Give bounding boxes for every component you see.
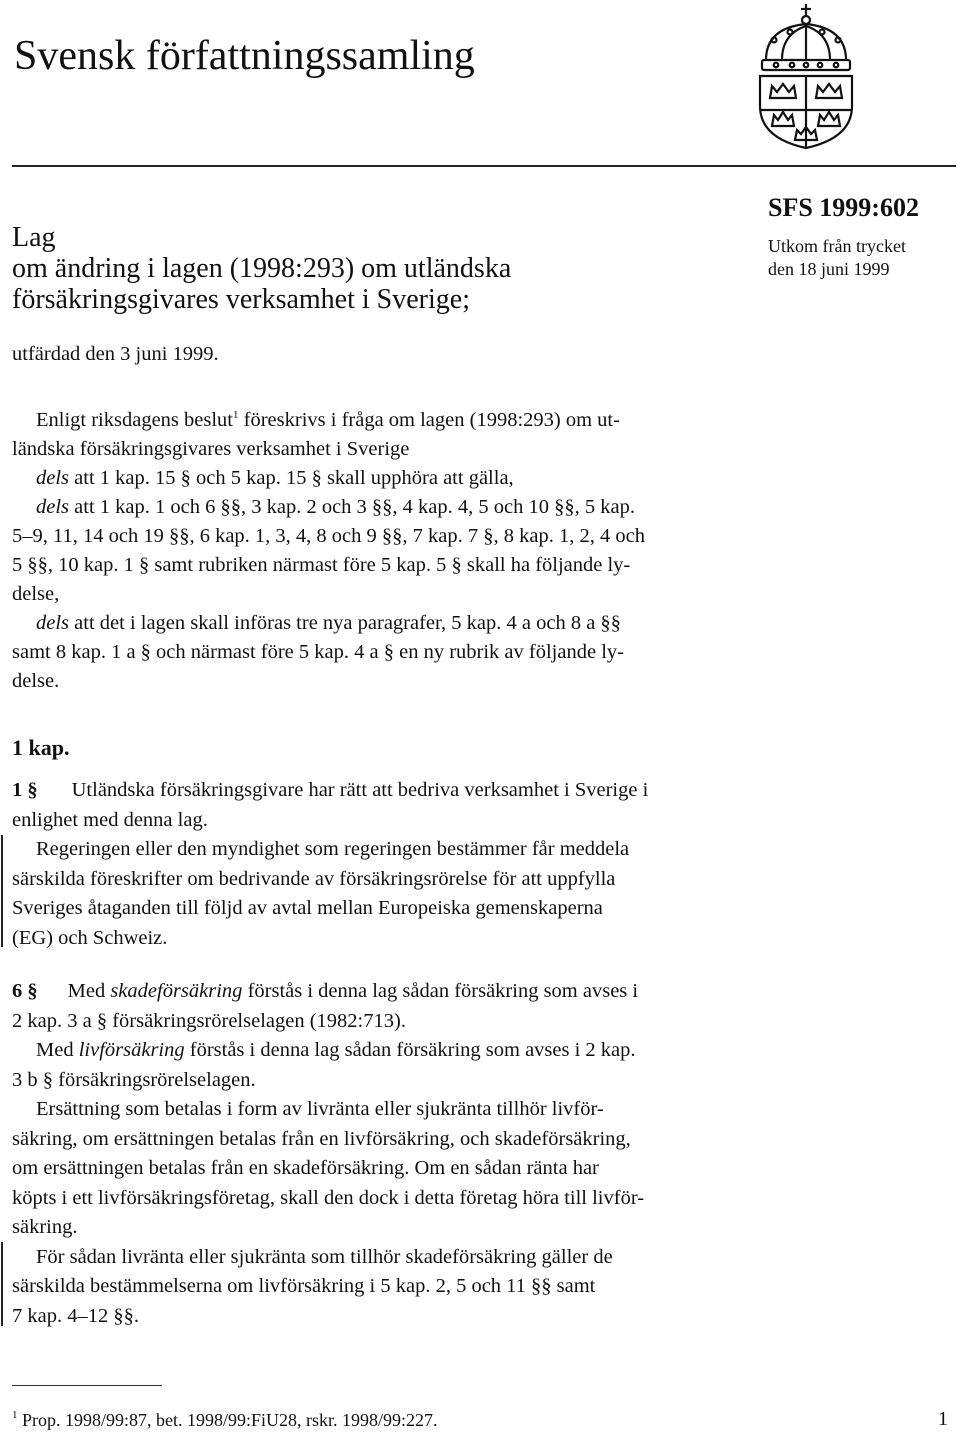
preamble-line: 5–9, 11, 14 och 19 §§, 6 kap. 1, 3, 4, 8 och 9 §§, 7 kap. 7 §, 8 kap. 1, 2, 4 och [12, 525, 645, 547]
preamble-line: samt 8 kap. 1 a § och närmast före 5 kap. 4 a § en ny rubrik av följande ly- [12, 641, 624, 663]
law-title-line: Lag [12, 222, 56, 253]
section-line: säkring, om ersättningen betalas från en livförsäkring, och skadeförsäkring, [12, 1127, 631, 1150]
preamble-line: delse, [12, 583, 60, 605]
sfs-number: SFS 1999:602 [768, 193, 919, 222]
preamble [12, 401, 734, 696]
section-line: särskilda föreskrifter om bedrivande av försäkringsrörelse för att uppfylla [12, 867, 616, 890]
section-line: Ersättning som betalas i form av livränta eller sjukränta tillhör livför- [36, 1098, 604, 1120]
preamble-line: 5 §§, 10 kap. 1 § samt rubriken närmast före 5 kap. 5 § skall ha följande ly- [12, 554, 631, 576]
law-title-line: om ändring i lagen (1998:293) om utländska [12, 253, 512, 284]
footnote-mark: 1 [12, 1409, 18, 1421]
section-line: Med livförsäkring förstås i denna lag sådan försäkring som avses i 2 kap. [36, 1039, 636, 1061]
preamble-line: dels att det i lagen skall införas tre nya paragrafer, 5 kap. 4 a och 8 a §§ [36, 612, 621, 634]
publication-title: Svensk författningssamling [14, 33, 475, 79]
swedish-coat-of-arms-icon [752, 2, 860, 150]
header-rule [12, 165, 956, 167]
change-bar [1, 835, 3, 947]
section-number: 6 § [12, 980, 38, 1002]
section-1 [12, 776, 734, 953]
page-number: 1 [938, 1408, 948, 1430]
preamble-line: ländska försäkringsgivares verksamhet i Sverige [12, 438, 410, 460]
section-line: om ersättningen betalas från en skadeförsäkring. Om en sådan ränta har [12, 1157, 599, 1179]
section-line: Regeringen eller den myndighet som regeringen bestämmer får meddela [36, 838, 630, 860]
section-line: 6 § Med skadeförsäkring förstås i denna lag sådan försäkring som avses i [12, 980, 639, 1002]
section-line: 2 kap. 3 a § försäkringsrörelselagen (1982:713). [12, 1009, 406, 1032]
chapter-heading: 1 kap. [12, 735, 70, 760]
section-line: enlighet med denna lag. [12, 808, 208, 831]
section-line: (EG) och Schweiz. [12, 926, 168, 949]
footnote-rule [12, 1385, 162, 1386]
section-number: 1 § [12, 779, 38, 801]
section-line: Sveriges åtaganden till följd av avtal mellan Europeiska gemenskaperna [12, 897, 603, 919]
footnote: $^1$ Prop. 1998/99:87, bet. 1998/99:FiU28, rskr. 1998/99:227. [12, 1409, 438, 1430]
section-line: För sådan livränta eller sjukränta som tillhör skadeförsäkring gäller de [36, 1245, 613, 1268]
section-line: 3 b § försäkringsrörelselagen. [12, 1068, 256, 1091]
issue-date: utfärdad den 3 juni 1999. [12, 343, 219, 365]
preamble-line: Enligt riksdagens beslut$^1$ föreskrivs i fråga om lagen (1998:293) om ut- [36, 409, 620, 431]
preamble-line: delse. [12, 670, 60, 692]
publication-info-line: Utkom från trycket [768, 236, 906, 256]
law-title [12, 222, 511, 315]
publication-info [768, 235, 906, 281]
footnote-reference[interactable]: 1 [233, 409, 239, 421]
section-line: särskilda bestämmelserna om livförsäkring i 5 kap. 2, 5 och 11 §§ samt [12, 1275, 596, 1297]
law-title-line: försäkringsgivares verksamhet i Sverige; [12, 284, 470, 315]
section-line: 7 kap. 4–12 §§. [12, 1304, 139, 1327]
section-line: säkring. [12, 1216, 78, 1238]
section-6 [12, 977, 734, 1331]
change-bar [1, 1242, 3, 1326]
section-line: 1 § Utländska försäkringsgivare har rätt att bedriva verksamhet i Sverige i [12, 779, 649, 801]
publication-info-line: den 18 juni 1999 [768, 259, 890, 279]
preamble-line: dels att 1 kap. 1 och 6 §§, 3 kap. 2 och 3 §§, 4 kap. 4, 5 och 10 §§, 5 kap. [36, 496, 635, 518]
section-line: köpts i ett livförsäkringsföretag, skall den dock i detta företag höra till livför- [12, 1186, 645, 1209]
preamble-line: dels att 1 kap. 15 § och 5 kap. 15 § skall upphöra att gälla, [36, 467, 514, 489]
